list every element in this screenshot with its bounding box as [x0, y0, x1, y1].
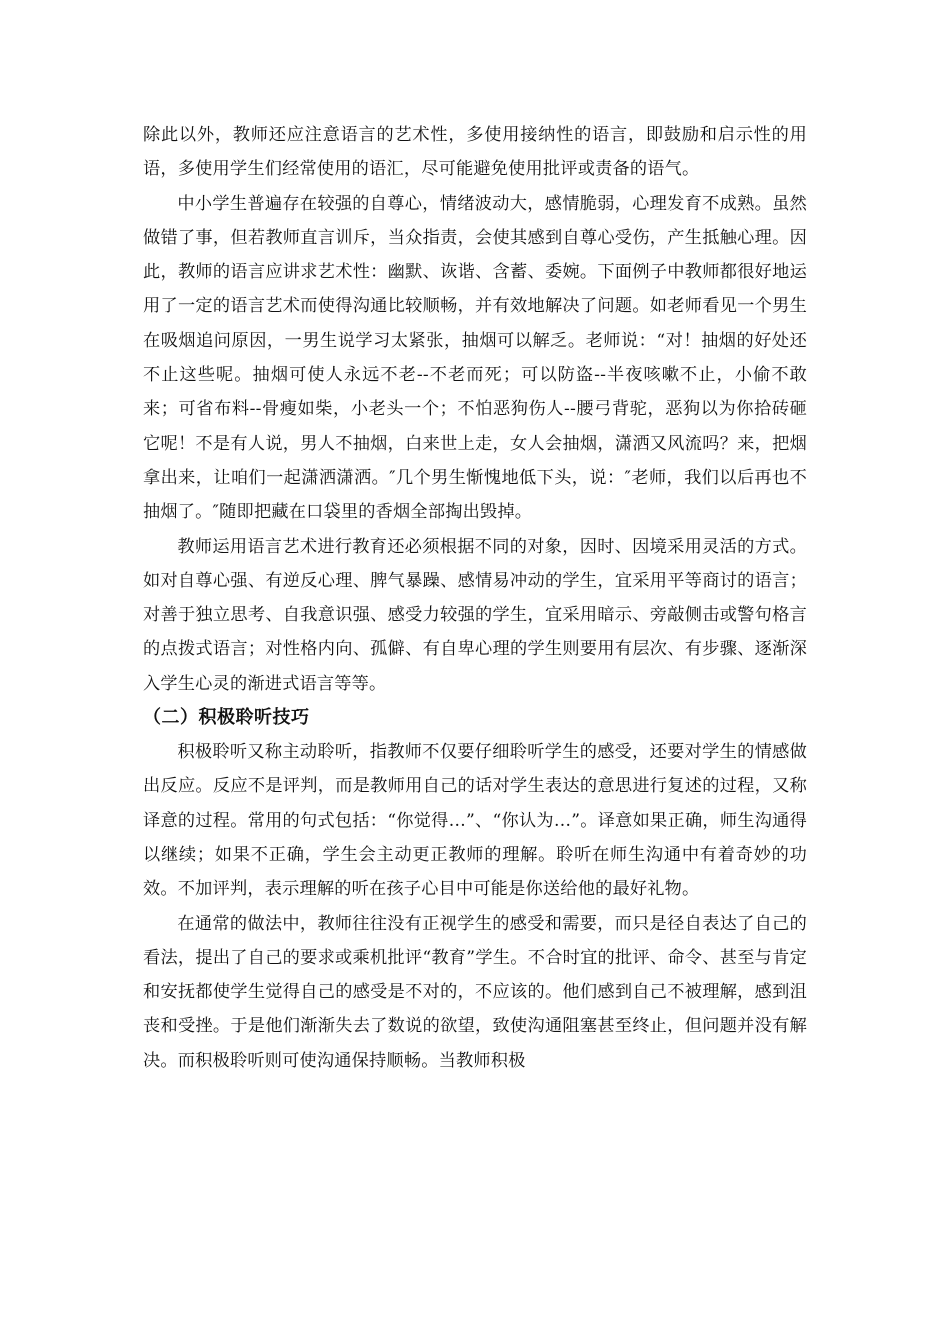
- paragraph-language-art-intro: 除此以外，教师还应注意语言的艺术性，多使用接纳性的语言，即鼓励和启示性的用语，多使用学生们经常使用的语汇，尽可能避免使用批评或责备的语气。: [143, 125, 807, 180]
- paragraph-common-practice: 在通常的做法中，教师往往没有正视学生的感受和需要，而只是径自表达了自己的看法，提出了自己的要求或乘机批评“教育”学生。不合时宜的批评、命令、甚至与肯定和安抚都使学生觉得自己的感受是不对的，不应该的。他们感到自己不被理解，感到沮丧和受挫。于是他们渐渐失去了数说的欲望，致使沟通阻塞甚至终止，但问题并没有解决。而积极聆听则可使沟通保持顺畅。当教师积极: [143, 913, 807, 1071]
- paragraph-active-listening-definition: 积极聆听又称主动聆听，指教师不仅要仔细聆听学生的感受，还要对学生的情感做出反应。反应不是评判，而是教师用自己的话对学生表达的意思进行复述的过程，又称译意的过程。常用的句式包括：“你觉得…”、“你认为…”。译意如果正确，师生沟通得以继续；如果不正确，学生会主动更正教师的理解。聆听在师生沟通中有着奇妙的功效。不加评判，表示理解的听在孩子心目中可能是你送给他的最好礼物。: [143, 742, 807, 900]
- section-heading-active-listening: （二）积极聆听技巧: [143, 707, 310, 729]
- document-page: [143, 118, 807, 1078]
- paragraph-self-esteem-example: 中小学生普遍存在较强的自尊心，情绪波动大，感情脆弱，心理发育不成熟。虽然做错了事，但若教师直言训斥，当众指责，会使其感到自尊心受伤，产生抵触心理。因此，教师的语言应讲求艺术性：幽默、诙谐、含蓄、委婉。下面例子中教师都很好地运用了一定的语言艺术而使得沟通比较顺畅，并有效地解决了问题。如老师看见一个男生在吸烟追问原因，一男生说学习太紧张，抽烟可以解乏。老师说：“对！抽烟的好处还不止这些呢。抽烟可使人永远不老--不老而死；可以防盗--半夜咳嗽不止，小偷不敢来；可省布料--骨瘦如柴，小老头一个；不怕恶狗伤人--腰弓背驼，恶狗以为你拾砖砸它呢！不是有人说，男人不抽烟，白来世上走，女人会抽烟，潇洒又风流吗？来，把烟拿出来，让咱们一起潇洒潇洒。″几个男生惭愧地低下头，说：″老师，我们以后再也不抽烟了。″随即把藏在口袋里的香烟全部掏出毁掉。: [143, 193, 807, 523]
- paragraph-adaptive-language: 教师运用语言艺术进行教育还必须根据不同的对象，因时、因境采用灵活的方式。如对自尊心强、有逆反心理、脾气暴躁、感情易冲动的学生，宜采用平等商讨的语言；对善于独立思考、自我意识强、感受力较强的学生，宜采用暗示、旁敲侧击或警句格言的点拨式语言；对性格内向、孤僻、有自卑心理的学生则要用有层次、有步骤、逐渐深入学生心灵的渐进式语言等等。: [143, 536, 807, 694]
